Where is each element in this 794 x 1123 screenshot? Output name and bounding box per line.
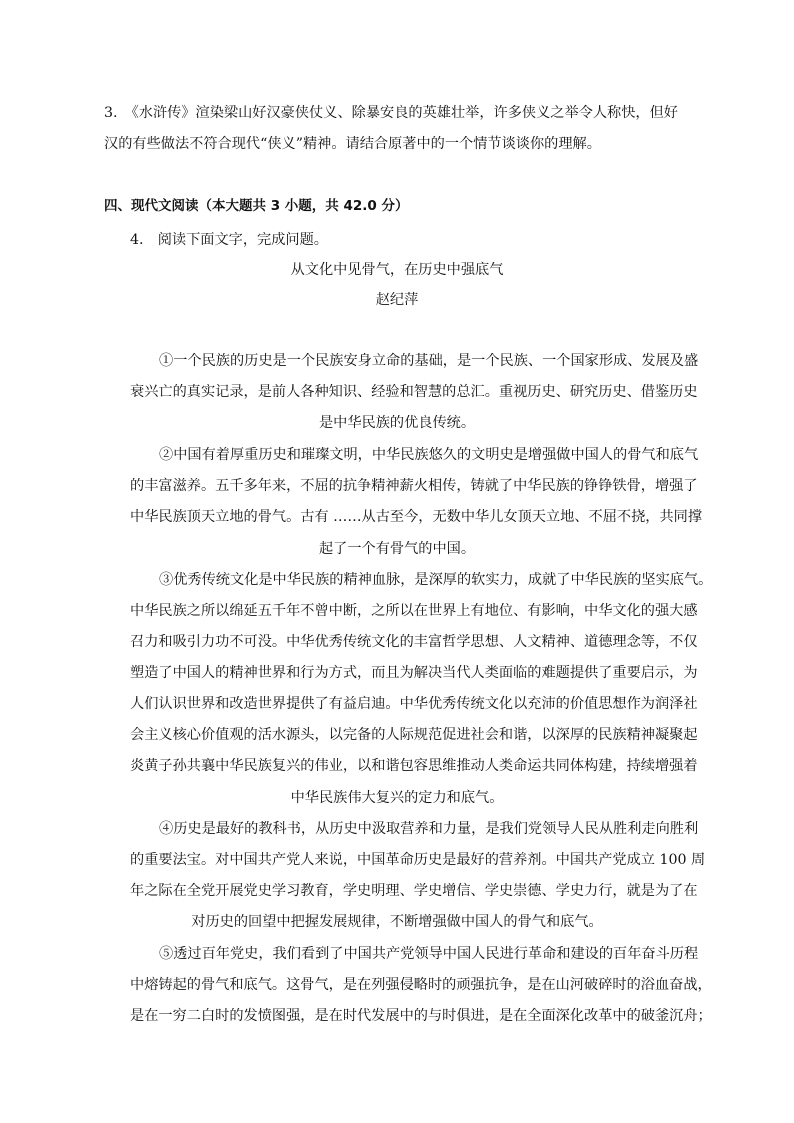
paragraph-line: 塑造了中国人的精神世界和行为方式，而且为解决当代人类面临的难题提供了重要启示，为 bbox=[130, 665, 698, 681]
article-author: 赵纪萍 bbox=[375, 292, 419, 308]
paragraph-line: 中华民族顶天立地的骨气。古有 ……从古至今，无数中华儿女顶天立地、不屈不挠，共同撑 bbox=[130, 509, 703, 525]
paragraph-line: 中华民族之所以绵延五千年不曾中断，之所以在世界上有地位、有影响，中华文化的强大感 bbox=[130, 603, 698, 619]
paragraph-line: 的丰富滋养。五千多年来，不屈的抗争精神薪火相传，铸就了中华民族的铮铮铁骨，增强了 bbox=[130, 478, 698, 494]
paragraph-line: 是中华民族的优良传统。 bbox=[318, 415, 476, 431]
question-3-line-1: 3. 《水浒传》渲染梁山好汉豪侠仗义、除暴安良的英雄壮举，许多侠义之举令人称快，但好 bbox=[104, 105, 678, 121]
question-3-line-2: 汉的有些做法不符合现代“侠义”精神。请结合原著中的一个情节谈谈你的理解。 bbox=[104, 136, 601, 152]
paragraph-line: 对历史的回望中把握发展规律，不断增强做中国人的骨气和底气。 bbox=[191, 914, 603, 930]
paragraph-line: ③优秀传统文化是中华民族的精神血脉，是深厚的软实力，成就了中华民族的坚实底气。 bbox=[159, 572, 713, 588]
paragraph-line: 年之际在全党开展党史学习教育，学史明理、学史增信、学史崇德、学史力行，就是为了在 bbox=[130, 883, 698, 899]
paragraph-line: 是在一穷二白时的发愤图强，是在时代发展中的与时俱进，是在全面深化改革中的破釜沉舟； bbox=[130, 1008, 712, 1024]
paragraph-line: ⑤透过百年党史，我们看到了中国共产党领导中国人民进行革命和建设的百年奋斗历程 bbox=[159, 946, 699, 962]
paragraph-line: 衰兴亡的真实记录，是前人各种知识、经验和智慧的总汇。重视历史、研究历史、借鉴历史 bbox=[130, 384, 698, 400]
paragraph-line: 的重要法宝。对中国共产党人来说，中国革命历史是最好的营养剂。中国共产党成立 100 周 bbox=[130, 852, 706, 868]
paragraph-line: 中熔铸起的骨气和底气。这骨气，是在列强侵略时的顽强抗争，是在山河破碎时的浴血奋战， bbox=[130, 977, 712, 993]
paragraph-line: ②中国有着厚重历史和璀璨文明，中华民族悠久的文明史是增强做中国人的骨气和底气 bbox=[159, 447, 699, 463]
section-heading: 四、现代文阅读（本大题共 3 小题，共 42.0 分） bbox=[104, 198, 409, 214]
paragraph-line: 召力和吸引力功不可没。中华优秀传统文化的丰富哲学思想、人文精神、道德理念等，不仅 bbox=[130, 634, 698, 650]
paragraph-line: ④历史是最好的教科书，从历史中汲取营养和力量，是我们党领导人民从胜利走向胜利 bbox=[159, 821, 699, 837]
question-4-prompt: 4. 阅读下面文字，完成问题。 bbox=[130, 232, 328, 248]
paragraph-line: 炎黄子孙共襄中华民族复兴的伟业，以和谐包容思维推动人类命运共同体构建，持续增强着 bbox=[130, 758, 698, 774]
paragraph-line: ①一个民族的历史是一个民族安身立命的基础，是一个民族、一个国家形成、发展及盛 bbox=[159, 353, 699, 369]
paragraph-line: 人们认识世界和改造世界提供了有益启迪。中华优秀传统文化以充沛的价值思想作为润泽社 bbox=[130, 696, 698, 712]
paragraph-line: 起了一个有骨气的中国。 bbox=[318, 541, 476, 557]
article-title: 从文化中见骨气，在历史中强底气 bbox=[290, 262, 504, 278]
paragraph-line: 会主义核心价值观的活水源头，以完备的人际规范促进社会和谐，以深厚的民族精神凝聚起 bbox=[130, 727, 698, 743]
paragraph-line: 中华民族伟大复兴的定力和底气。 bbox=[290, 790, 504, 806]
